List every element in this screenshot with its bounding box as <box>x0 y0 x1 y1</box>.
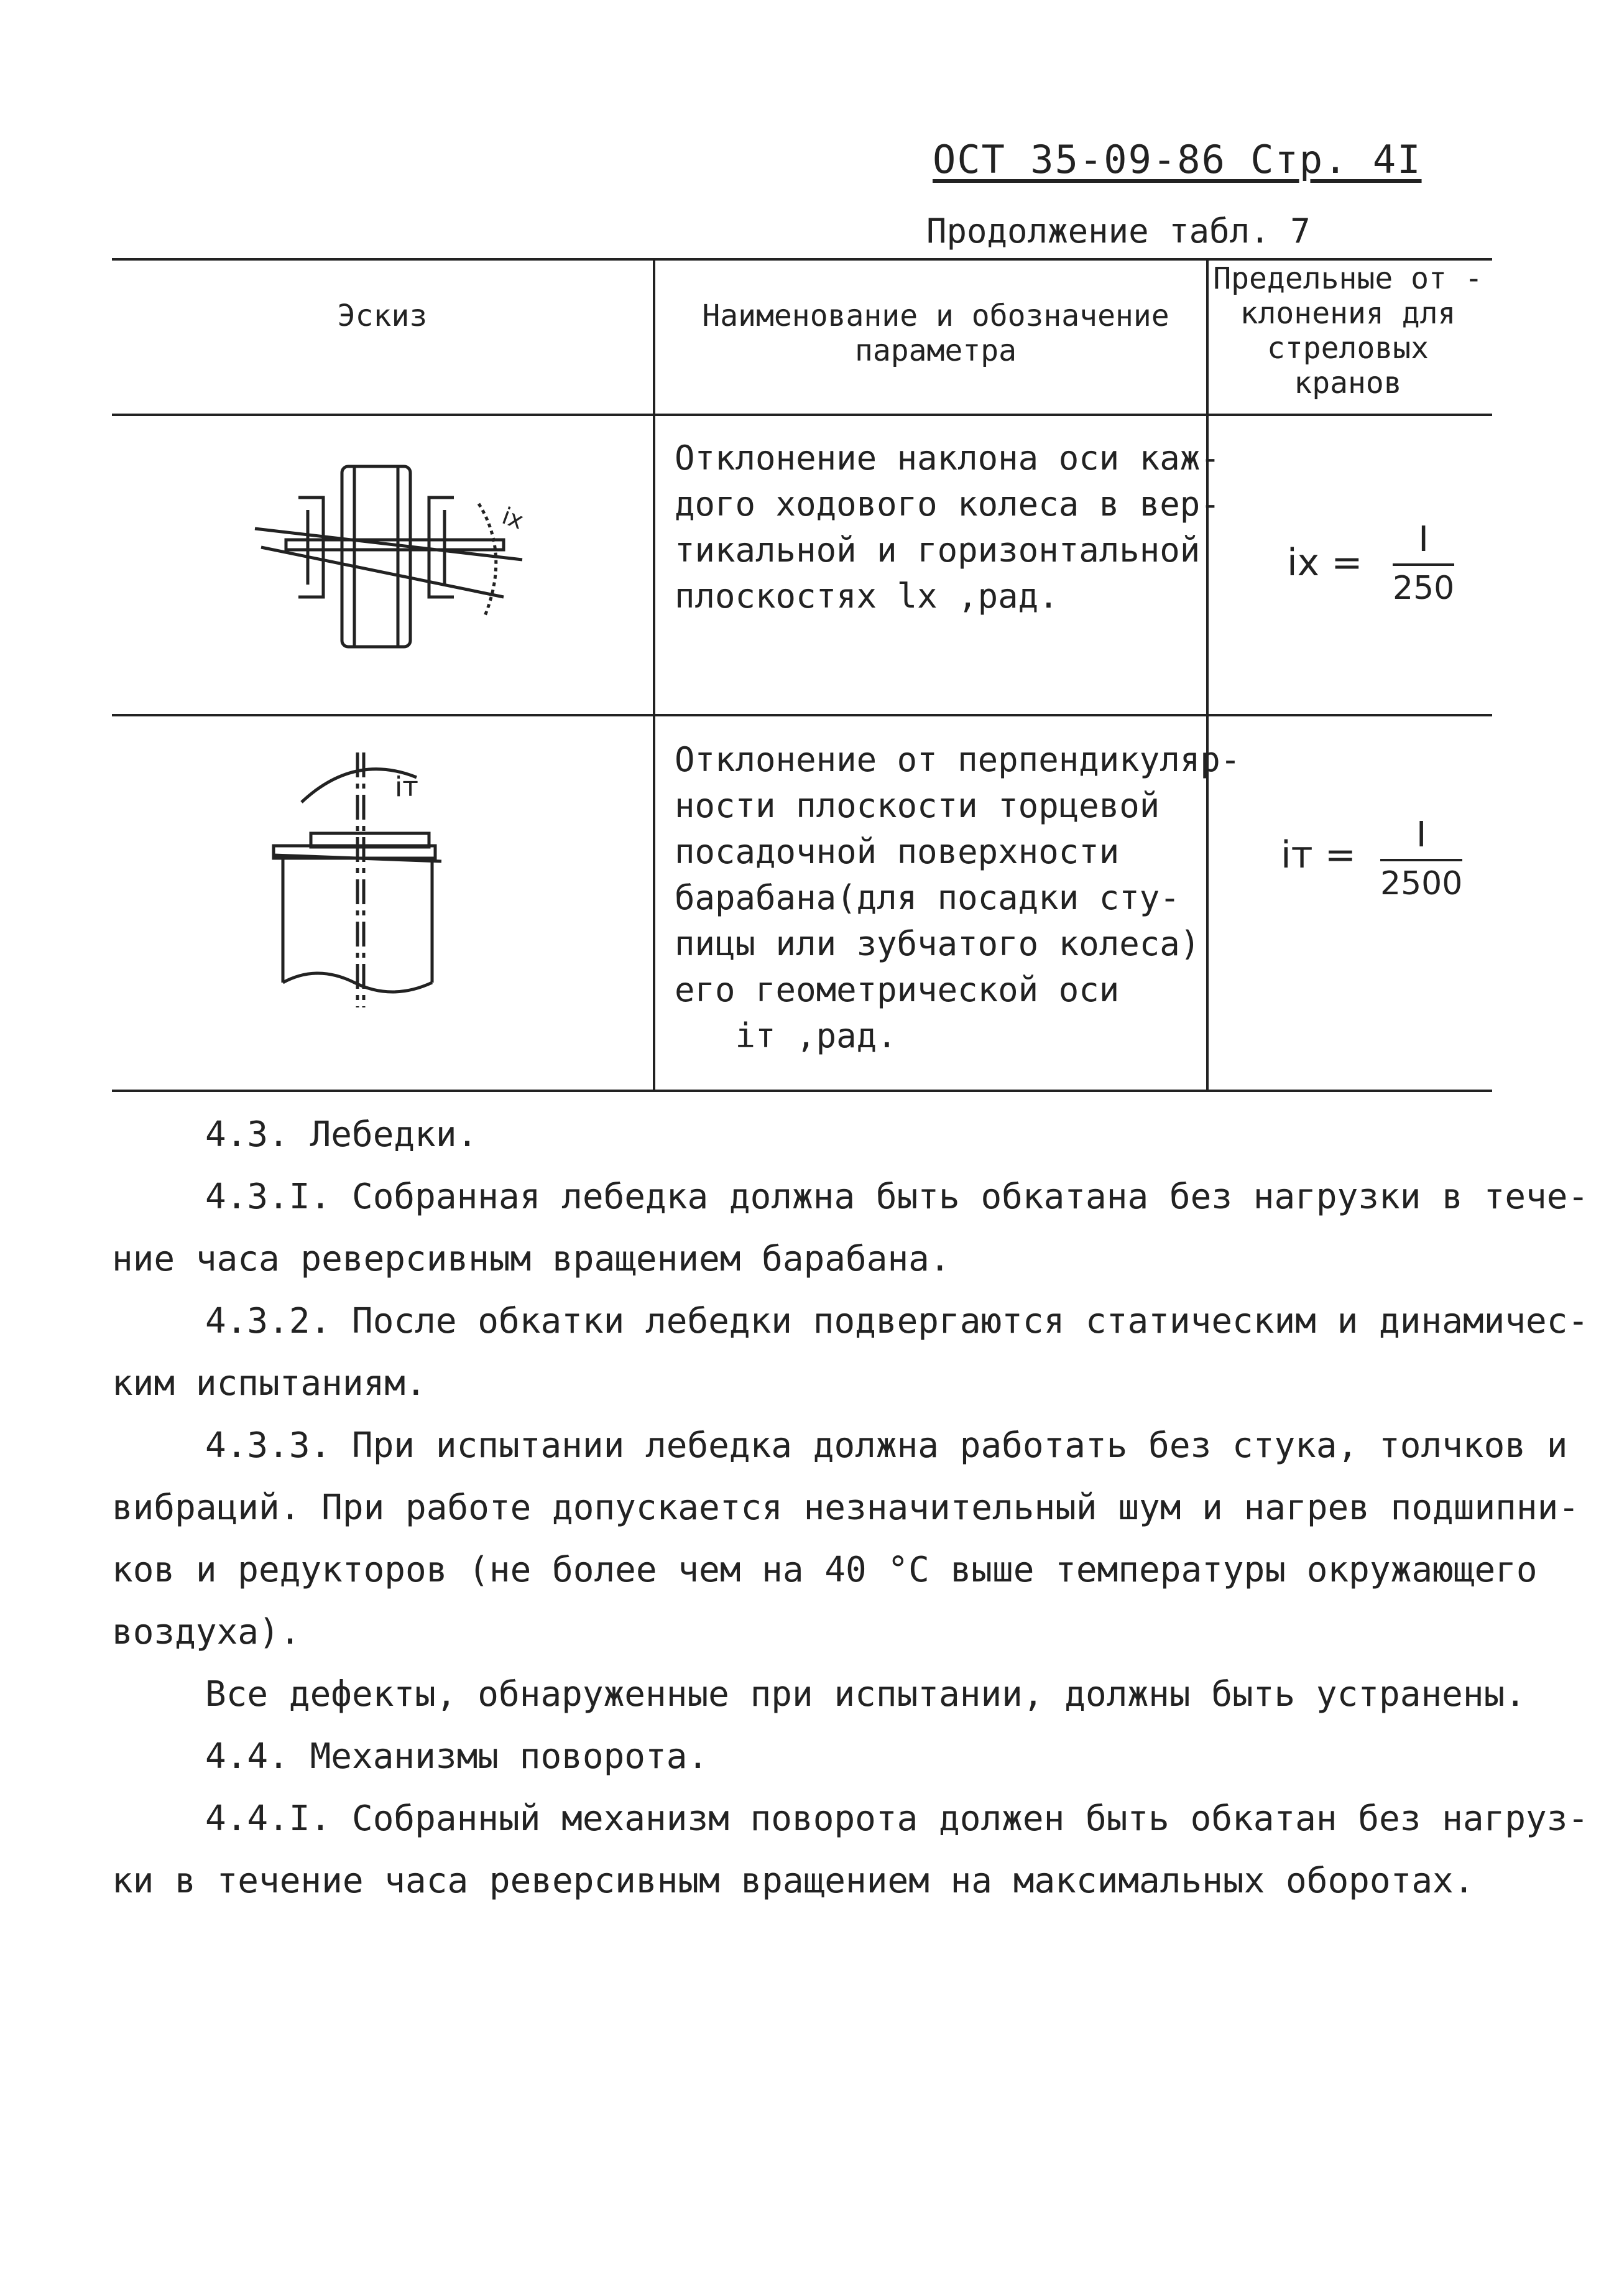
table-continuation-label: Продолжение табл. 7 <box>926 211 1311 251</box>
table-row-divider <box>112 714 1492 716</box>
paragraph-4-3-3-line-1: 4.3.3. При испытании лебедка должна работать без стука, толчков и <box>205 1425 1568 1466</box>
body-text <box>112 1104 1589 1912</box>
row2-description: Отклонение от перпендикуляр- ности плоскости торцевой посадочной поверхности барабана(для посадки сту- пицы или зубчатого колеса) его геометрической оси iт ,рад. <box>675 740 1241 1055</box>
header-parameter-name: Наименование и обозначение параметра <box>702 299 1169 368</box>
header-limit-line-1: Предельные от - <box>1213 261 1483 296</box>
row2-numerator: I <box>1380 815 1462 861</box>
row1-denominator: 250 <box>1393 570 1455 607</box>
row1-description: Отклонение наклона оси каж- дого ходового колеса в вер- тикальной и горизонтальной плоскостях lx ,рад. <box>675 438 1220 616</box>
drum-face-sketch <box>261 746 460 1007</box>
paragraph-4-3-3-line-2: вибраций. При работе допускается незначительный шум и нагрев подшипни- <box>112 1488 1580 1528</box>
paragraph-4-3-3-line-3: ков и редукторов (не более чем на 40 °С выше температуры окружающего <box>112 1550 1538 1590</box>
table-bottom-border <box>112 1090 1492 1092</box>
paragraph-4-4-1-line-2: ки в течение часа реверсивным вращением на максимальных оборотах. <box>112 1861 1475 1901</box>
header-limit-deviation <box>1211 261 1485 400</box>
row2-denominator: 2500 <box>1380 865 1463 902</box>
wheel-axis-tilt-sketch <box>249 454 535 659</box>
section-heading-4-3: 4.3. Лебедки. <box>205 1114 478 1155</box>
row1-symbol: ix = <box>1287 541 1363 585</box>
table-column-divider-1 <box>653 258 655 1091</box>
paragraph-4-3-1-line-1: 4.3.I. Собранная лебедка должна быть обкатана без нагрузки в тече- <box>205 1177 1589 1217</box>
paragraph-defects: Все дефекты, обнаруженные при испытании, должны быть устранены. <box>205 1674 1526 1715</box>
section-heading-4-4: 4.4. Механизмы поворота. <box>205 1736 709 1777</box>
document-code: ОСТ 35-09-86 Стр. 4I <box>933 137 1422 182</box>
paragraph-4-3-2-line-2: ким испытаниям. <box>112 1363 427 1404</box>
header-limit-line-3: стреловых <box>1266 331 1429 366</box>
header-limit-line-2: клонения для <box>1240 296 1456 331</box>
svg-text:iт: iт <box>395 771 418 803</box>
row2-symbol: iт = <box>1281 833 1356 877</box>
row2-fraction <box>1380 815 1462 902</box>
paragraph-4-4-1-line-1: 4.4.I. Собранный механизм поворота должен быть обкатан без нагруз- <box>205 1798 1589 1839</box>
table-header-divider <box>112 414 1492 416</box>
header-limit-line-4: кранов <box>1294 366 1402 400</box>
header-sketch: Эскиз <box>337 299 428 333</box>
paragraph-4-3-1-line-2: ние часа реверсивным вращением барабана. <box>112 1239 951 1279</box>
row1-numerator: I <box>1393 519 1454 566</box>
paragraph-4-3-2-line-1: 4.3.2. После обкатки лебедки подвергаются статическим и динамичес- <box>205 1301 1589 1341</box>
table-top-border <box>112 258 1492 261</box>
row1-fraction <box>1393 519 1454 607</box>
paragraph-4-3-3-line-4: воздуха). <box>112 1612 301 1652</box>
svg-text:ix: ix <box>498 502 528 535</box>
